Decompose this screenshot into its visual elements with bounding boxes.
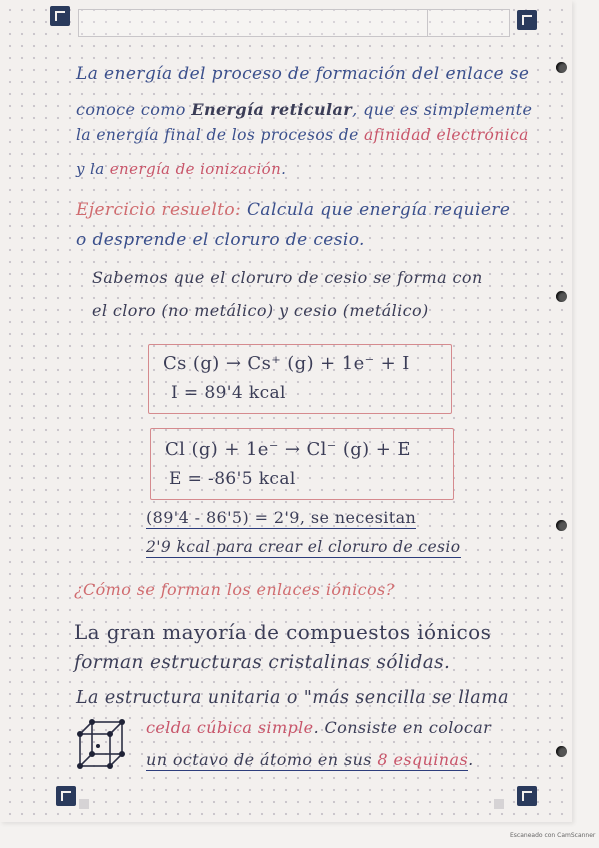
text: conoce como <box>76 100 192 119</box>
text-line <box>146 508 416 527</box>
equation-value: I = 89'4 kcal <box>171 383 286 403</box>
equation-box-ionization <box>148 344 452 414</box>
key-term: Energía reticular <box>191 100 353 119</box>
corner-marker-bottom-left <box>56 786 76 806</box>
text: un octavo de átomo en sus <box>146 750 378 769</box>
text-line <box>92 268 483 287</box>
text-line <box>76 64 529 84</box>
text: . <box>281 160 287 178</box>
text: La estructura unitaria o "más sencilla se llama <box>76 688 509 708</box>
text-line <box>92 301 429 320</box>
cube-diagram <box>74 716 130 774</box>
text-line <box>146 538 461 556</box>
text: . Consiste en colocar <box>313 718 492 737</box>
equation: Cl (g) + 1e⁻ → Cl⁻ (g) + E <box>165 439 411 460</box>
binder-hole <box>556 62 567 73</box>
equation: Cs (g) → Cs⁺ (g) + 1e⁻ + I <box>163 353 410 374</box>
text-line <box>74 652 450 673</box>
corner-marker-top-right <box>517 10 537 30</box>
text: para crear el cloruro de cesio <box>210 538 461 556</box>
corner-marker-bottom-right <box>517 786 537 806</box>
text-line <box>76 126 529 144</box>
text-line <box>146 718 491 737</box>
text: Calcula que energía requiere <box>247 200 511 220</box>
highlight-term: afinidad electrónica <box>364 126 529 144</box>
text: . <box>468 750 474 769</box>
text: La gran mayoría de compuestos iónicos <box>74 620 492 644</box>
corner-marker-top-left <box>50 6 70 26</box>
text-line <box>76 230 365 250</box>
text: forman estructuras cristalinas sólidas. <box>74 652 451 673</box>
text-line <box>76 100 532 119</box>
equation-value: E = -86'5 kcal <box>169 469 296 489</box>
corner-square-left <box>79 799 89 809</box>
binder-hole <box>556 520 567 531</box>
exercise-title: Ejercicio resuelto: <box>76 200 242 220</box>
result: 2'9 kcal <box>146 538 211 556</box>
section-question: ¿Cómo se forman los enlaces iónicos? <box>74 580 395 599</box>
text: y la <box>76 160 110 178</box>
binder-hole <box>556 291 567 302</box>
header-box <box>78 9 510 37</box>
text: o desprende el cloruro de cesio. <box>76 230 365 250</box>
binder-hole <box>556 746 567 757</box>
text: la energía final de los procesos de <box>76 126 365 144</box>
text-line <box>76 688 509 708</box>
highlight-term: energía de ionización <box>109 160 282 178</box>
text-line <box>146 750 474 769</box>
text-line <box>74 620 491 644</box>
highlight-term: 8 esquinas <box>377 750 469 769</box>
scanner-watermark: Escaneado con CamScanner <box>510 832 596 839</box>
text-line <box>76 160 286 178</box>
corner-square-right <box>494 799 504 809</box>
calculation: (89'4 - 86'5) = 2'9 <box>146 508 300 527</box>
equation-box-affinity <box>150 428 454 500</box>
text: , se necesitan <box>299 508 417 527</box>
highlight-term: celda cúbica simple <box>146 718 314 737</box>
text-line <box>76 200 510 220</box>
header-divider <box>427 10 428 36</box>
text: , que es simplemente <box>352 100 533 119</box>
text: La energía del proceso de formación del enlace se <box>76 64 530 84</box>
text: el cloro (no metálico) y cesio (metálico) <box>92 301 429 320</box>
text: Sabemos que el cloruro de cesio se forma con <box>92 268 483 287</box>
